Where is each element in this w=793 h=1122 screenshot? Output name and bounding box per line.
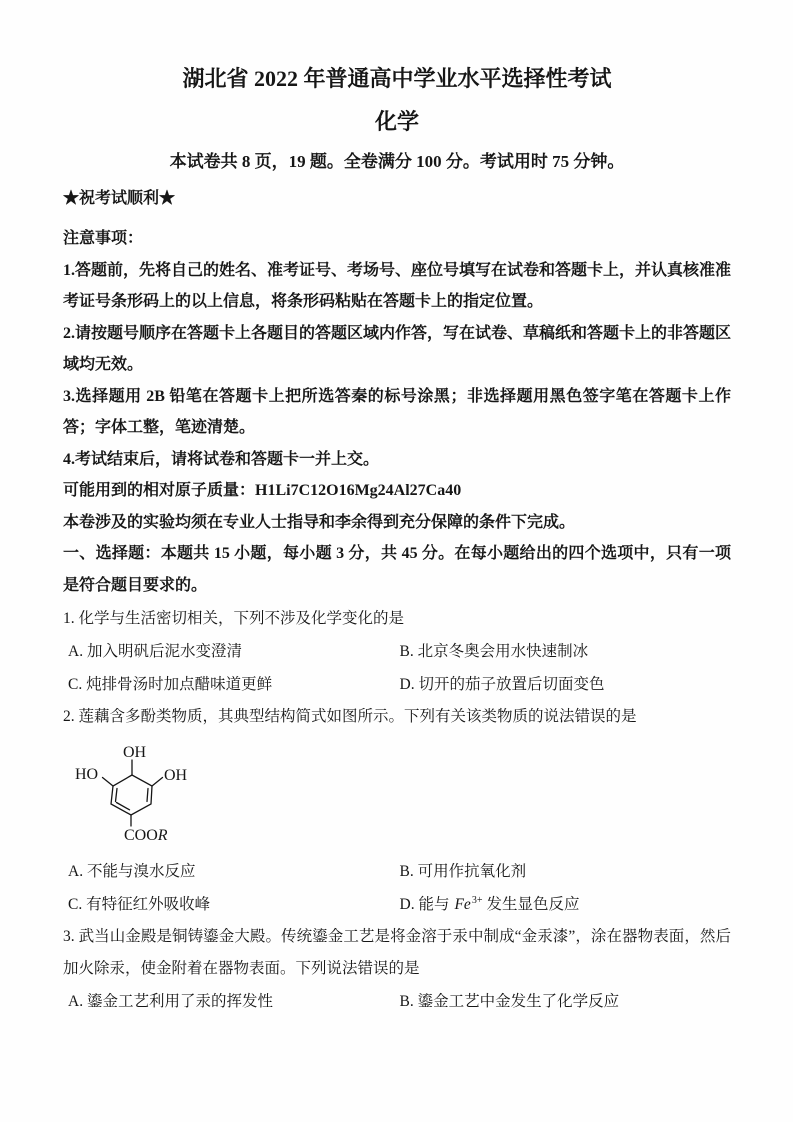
notice-item-4: 4.考试结束后，请将试卷和答题卡一并上交。 bbox=[63, 450, 380, 468]
substituent-bonds bbox=[103, 760, 163, 826]
option-q3-a: A. 鎏金工艺利用了汞的挥发性 bbox=[68, 993, 273, 1010]
question-1-options-row-1 bbox=[63, 635, 731, 668]
option-q2-a: A. 不能与溴水反应 bbox=[68, 863, 196, 880]
question-3-text: 3. 武当山金殿是铜铸鎏金大殿。传统鎏金工艺是将金溶于汞中制成“金汞漆”，涂在器物表面，然后加火除汞，使金附着在器物表面。下列说法错误的是 bbox=[63, 928, 731, 977]
option-q1-a: A. 加入明矾后泥水变澄清 bbox=[68, 643, 242, 660]
question-2-options-row-2 bbox=[63, 888, 731, 921]
option-q2-b: B. 可用作抗氧化剂 bbox=[399, 863, 527, 880]
option-q3-b: B. 鎏金工艺中金发生了化学反应 bbox=[399, 993, 620, 1010]
question-2-options-row-1 bbox=[63, 855, 731, 888]
notice-item-1: 1.答题前，先将自己的姓名、准考证号、考场号、座位号填写在试卷和答题卡上，并认真核准准考证号条形码上的以上信息，将条形码粘贴在答题卡上的指定位置。 bbox=[63, 261, 732, 310]
hydroxyl-left-label: HO bbox=[75, 766, 99, 783]
option-q1-b: B. 北京冬奥会用水快速制冰 bbox=[399, 643, 589, 660]
question-1-text: 1. 化学与生活密切相关，下列不涉及化学变化的是 bbox=[63, 610, 405, 627]
option-q1-c: C. 炖排骨汤时加点醋味道更鲜 bbox=[68, 676, 273, 693]
iron-ion-symbol: Fe bbox=[454, 896, 471, 913]
ester-r-text: R bbox=[157, 827, 168, 844]
notice-section bbox=[63, 223, 731, 601]
exam-wish: ★祝考试顺利★ bbox=[63, 190, 176, 207]
exam-info: 本试卷共 8 页，19 题。全卷满分 100 分。考试用时 75 分钟。 bbox=[169, 152, 625, 171]
option-q2-d-suffix: 发生显色反应 bbox=[486, 896, 580, 913]
option-q2-d-prefix: D. 能与 bbox=[399, 896, 450, 913]
notice-item-2: 2.请按题号顺序在答题卡上各题目的答题区域内作答，写在试卷、草稿纸和答题卡上的非答题区域均无效。 bbox=[63, 324, 732, 373]
benzene-ring bbox=[111, 775, 152, 815]
notice-item-3: 3.选择题用 2B 铅笔在答题卡上把所选答秦的标号涂黑；非选择题用黑色签字笔在答题卡上作答；字体工整，笔迹清楚。 bbox=[63, 387, 731, 436]
atomic-mass-line: 可能用到的相对原子质量：H1Li7C12O16Mg24Al27Ca40 bbox=[63, 482, 462, 499]
hydroxyl-right-label: OH bbox=[164, 767, 188, 784]
notice-heading: 注意事项： bbox=[63, 230, 144, 247]
double-bond-lines bbox=[116, 789, 149, 810]
exam-title: 湖北省 2022 年普通高中学业水平选择性考试 bbox=[182, 66, 612, 91]
ester-coo-text: COO bbox=[124, 827, 158, 844]
question-2-text: 2. 莲藕含多酚类物质，其典型结构简式如图所示。下列有关该类物质的说法错误的是 bbox=[63, 708, 637, 725]
option-q1-d: D. 切开的茄子放置后切面变色 bbox=[399, 676, 605, 693]
iron-ion-charge: 3+ bbox=[471, 894, 483, 906]
hydroxyl-top-label: OH bbox=[123, 744, 147, 761]
question-1-options-row-2 bbox=[63, 668, 731, 701]
option-q2-c: C. 有特征红外吸收峰 bbox=[68, 896, 211, 913]
question-3-options-row-1 bbox=[63, 985, 731, 1018]
section-heading: 一、选择题：本题共 15 小题，每小题 3 分，共 45 分。在每小题给出的四个选项中，只有一项是符合题目要求的。 bbox=[63, 545, 731, 594]
option-q2-d bbox=[400, 888, 732, 921]
polyphenol-structure-diagram bbox=[73, 739, 233, 845]
exam-subject: 化学 bbox=[374, 109, 419, 134]
ester-group-label bbox=[124, 827, 168, 844]
safety-line: 本卷涉及的实验均须在专业人士指导和李余得到充分保障的条件下完成。 bbox=[63, 513, 576, 531]
